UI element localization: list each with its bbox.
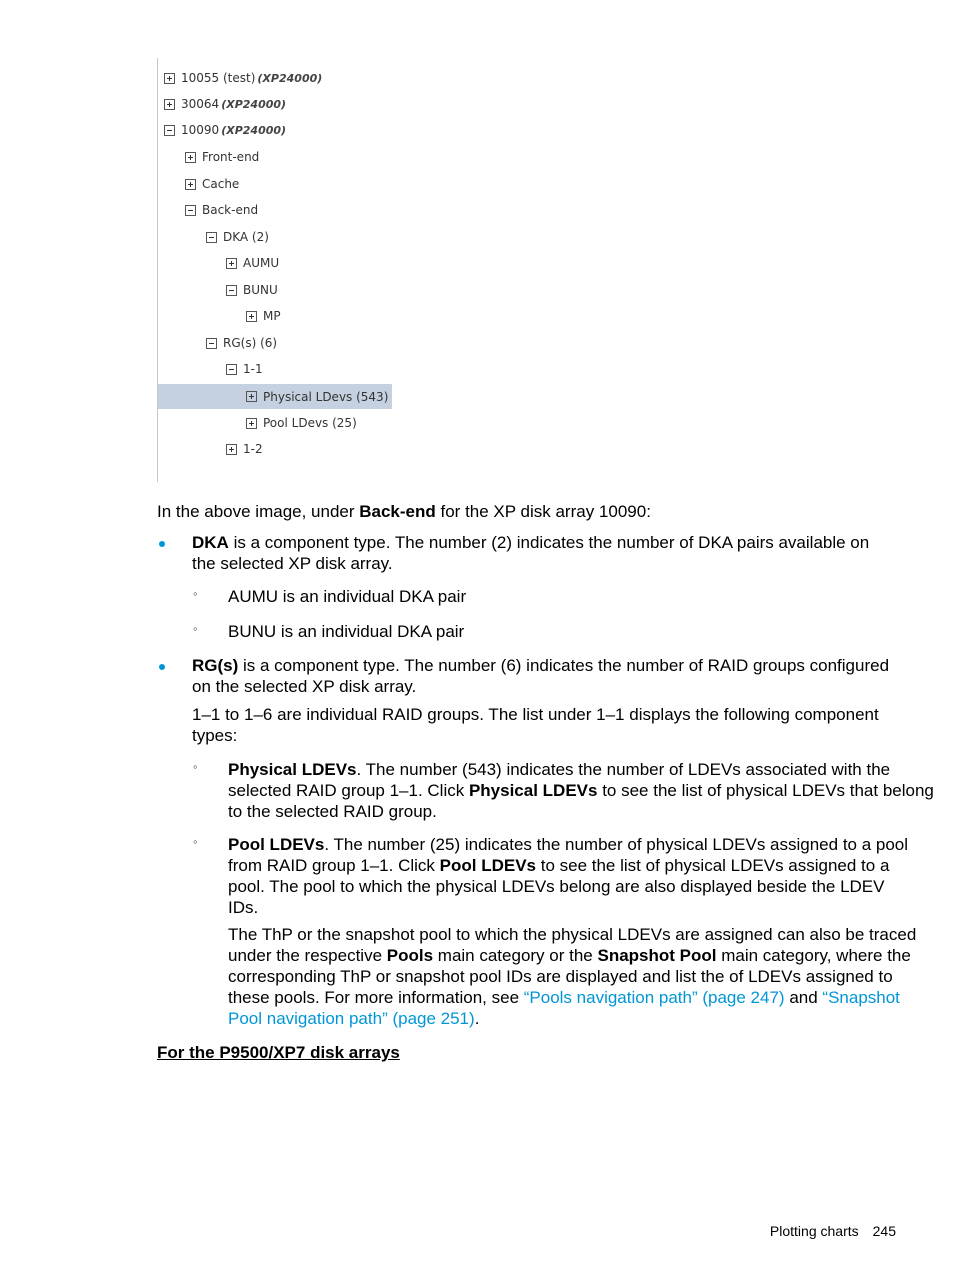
thp-bold: Pools	[386, 946, 434, 965]
rgs-para-line2: types:	[192, 726, 238, 745]
tree-node-aumu[interactable]	[226, 253, 279, 273]
physical-text: . The number (543) indicates the number of LDEVs associated with the	[356, 760, 891, 779]
tree-node-label: 10055 (test)	[181, 71, 256, 85]
thp-text: main category, where the	[716, 946, 911, 965]
expand-icon[interactable]	[185, 179, 196, 190]
tree-node-label: Cache	[202, 177, 240, 191]
tree-node-label: RG(s) (6)	[223, 336, 278, 350]
tree-node-label: 30064	[181, 97, 220, 111]
pool-bold: Pool LDEVs	[228, 835, 325, 854]
expand-icon[interactable]	[164, 99, 175, 110]
tree-node-pool-ldevs[interactable]	[246, 413, 357, 433]
thp-text: main category or the	[433, 946, 598, 965]
thp-text: and	[784, 988, 823, 1007]
expand-icon[interactable]	[226, 444, 237, 455]
tree-node-label: BUNU	[243, 283, 278, 297]
rgs-text: is a component type. The number (6) indicates the number of RAID groups configured	[238, 656, 890, 675]
page-number: 245	[872, 1223, 896, 1239]
intro-text-end: for the XP disk array 10090:	[435, 502, 651, 521]
expand-icon[interactable]	[185, 152, 196, 163]
tree-node-cache[interactable]	[185, 174, 239, 194]
tree-node-bunu[interactable]	[226, 280, 278, 300]
tree-node-label: Front-end	[202, 150, 260, 164]
pool-line1	[228, 834, 908, 855]
tree-node-30064[interactable]	[164, 94, 286, 114]
dka-bold: DKA	[192, 533, 229, 552]
dka-text: is a component type. The number (2) indicates the number of DKA pairs available on	[228, 533, 870, 552]
pool-line4: IDs.	[228, 898, 259, 917]
sub-bullet-icon: ◦	[193, 834, 198, 849]
thp-line4	[228, 987, 900, 1008]
expand-icon[interactable]	[246, 418, 257, 429]
thp-line5	[228, 1008, 479, 1029]
intro-bold: Back-end	[359, 502, 436, 521]
physical-text: to see the list of physical LDEVs that belong	[597, 781, 934, 800]
physical-bold: Physical LDEVs	[228, 760, 357, 779]
physical-line1	[228, 759, 890, 780]
collapse-icon[interactable]	[185, 205, 196, 216]
tree-node-label: 10090	[181, 123, 220, 137]
rgs-bullet-line1	[192, 655, 889, 676]
tree-node-model: (XP24000)	[221, 123, 287, 137]
tree-node-label: Back-end	[202, 203, 259, 217]
physical-bold: Physical LDEVs	[468, 781, 598, 800]
tree-node-label: Physical LDevs (543)	[263, 389, 389, 404]
collapse-icon[interactable]	[226, 285, 237, 296]
tree-node-10090[interactable]	[164, 120, 286, 140]
physical-line2	[228, 780, 934, 801]
dka-bullet-line2: the selected XP disk array.	[192, 554, 393, 573]
thp-text: under the respective	[228, 946, 387, 965]
tree-node-1-1[interactable]	[226, 359, 263, 379]
collapse-icon[interactable]	[226, 364, 237, 375]
sub-bullet-icon: ◦	[193, 759, 198, 774]
expand-icon[interactable]	[246, 391, 257, 402]
physical-text: selected RAID group 1–1. Click	[228, 781, 469, 800]
physical-line3: to the selected RAID group.	[228, 802, 437, 821]
page-footer	[756, 1223, 896, 1239]
bullet-icon	[159, 541, 165, 547]
sub-bullet-icon: ◦	[193, 586, 198, 601]
snapshot-pool-navigation-link[interactable]: Pool navigation path” (page 251)	[228, 1009, 475, 1028]
tree-node-front-end[interactable]	[185, 147, 259, 167]
tree-node-label: AUMU	[243, 256, 280, 270]
tree-node-1-2[interactable]	[226, 439, 263, 459]
pool-text: from RAID group 1–1. Click	[228, 856, 440, 875]
tree-node-label: DKA (2)	[223, 230, 269, 244]
expand-icon[interactable]	[246, 311, 257, 322]
section-heading: For the P9500/XP7 disk arrays	[157, 1043, 400, 1062]
intro-text: In the above image, under	[157, 502, 360, 521]
expand-icon[interactable]	[226, 258, 237, 269]
tree-node-back-end[interactable]	[185, 200, 258, 220]
thp-bold: Snapshot Pool	[597, 946, 717, 965]
thp-line2	[228, 945, 911, 966]
tree-node-dka[interactable]	[206, 227, 269, 247]
collapse-icon[interactable]	[206, 338, 217, 349]
snapshot-pool-navigation-link[interactable]: “Snapshot	[822, 988, 900, 1007]
tree-node-mp[interactable]	[246, 306, 281, 326]
thp-line1: The ThP or the snapshot pool to which the physical LDEVs are assigned can also be traced	[228, 925, 917, 944]
tree-node-label: 1-1	[243, 362, 263, 376]
rgs-para-line1: 1–1 to 1–6 are individual RAID groups. The list under 1–1 displays the following component	[192, 705, 879, 724]
sub-bullet-icon: ◦	[193, 621, 198, 636]
rgs-bullet-line2: on the selected XP disk array.	[192, 677, 417, 696]
thp-text: these pools. For more information, see	[228, 988, 524, 1007]
tree-node-label: Pool LDevs (25)	[263, 416, 357, 430]
bullet-icon	[159, 664, 165, 670]
tree-view	[157, 58, 398, 482]
pool-line3: pool. The pool to which the physical LDEVs belong are also displayed beside the LDEV	[228, 877, 885, 896]
tree-node-label: MP	[263, 309, 281, 323]
pool-text: to see the list of physical LDEVs assigned to a	[536, 856, 890, 875]
thp-line3: corresponding ThP or snapshot pool IDs are displayed and list the of LDEVs assigned to	[228, 967, 893, 986]
pool-bold: Pool LDEVs	[439, 856, 536, 875]
rgs-bold: RG(s)	[192, 656, 239, 675]
tree-node-rgs[interactable]	[206, 333, 277, 353]
collapse-icon[interactable]	[164, 125, 175, 136]
collapse-icon[interactable]	[206, 232, 217, 243]
expand-icon[interactable]	[164, 73, 175, 84]
thp-text: .	[474, 1009, 480, 1028]
aumu-item: AUMU is an individual DKA pair	[228, 587, 467, 606]
pool-line2	[228, 855, 889, 876]
bunu-item: BUNU is an individual DKA pair	[228, 622, 465, 641]
footer-section: Plotting charts	[769, 1223, 859, 1239]
pool-text: . The number (25) indicates the number of physical LDEVs assigned to a pool	[324, 835, 909, 854]
dka-bullet-line1	[192, 532, 869, 553]
tree-node-physical-ldevs[interactable]	[158, 384, 392, 409]
tree-node-10055[interactable]	[164, 68, 322, 88]
intro-paragraph	[157, 501, 651, 522]
pools-navigation-link[interactable]: “Pools navigation path” (page 247)	[523, 988, 785, 1007]
tree-node-model: (XP24000)	[221, 97, 287, 111]
tree-node-model: (XP24000)	[257, 71, 323, 85]
tree-node-label: 1-2	[243, 442, 263, 456]
